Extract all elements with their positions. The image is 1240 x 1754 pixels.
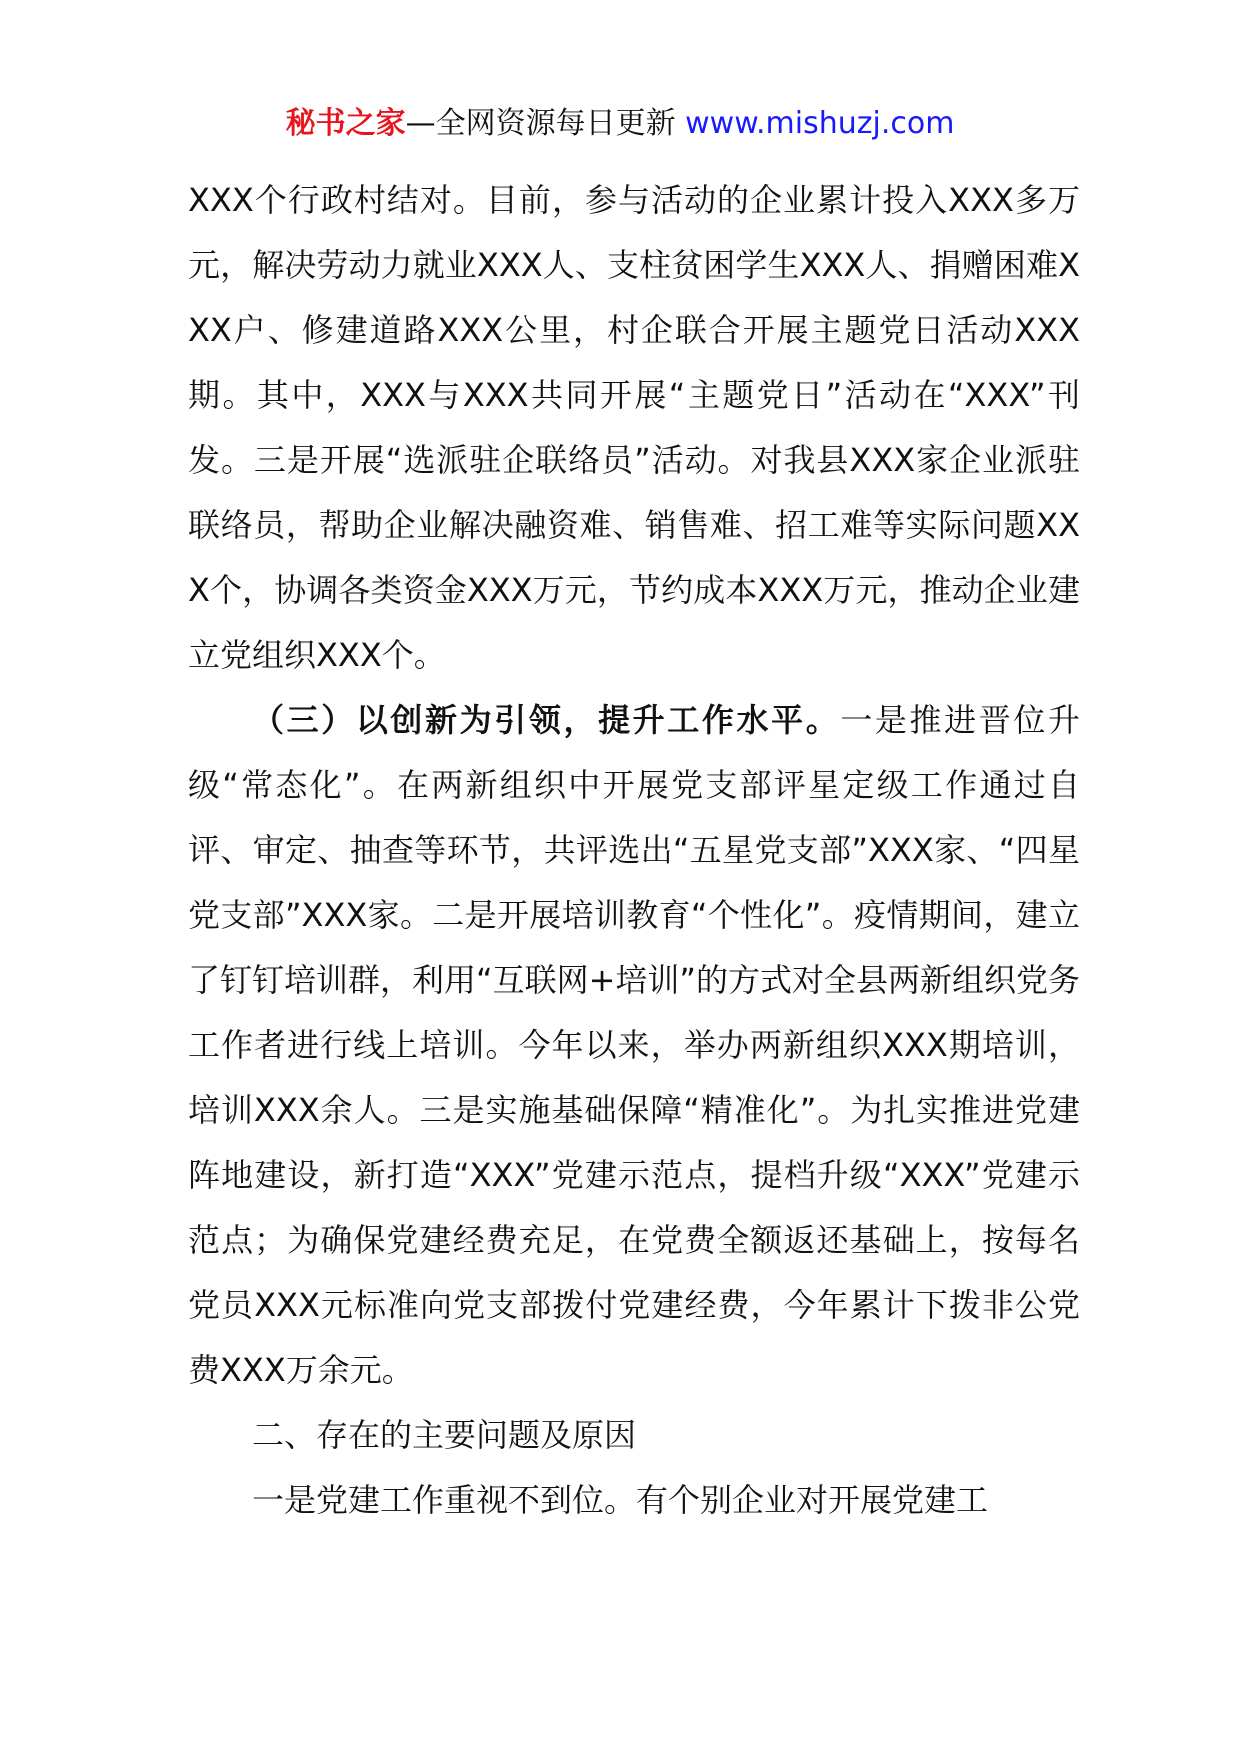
site-header: [0, 104, 1240, 144]
header-slogan: —全网资源每日更新: [405, 106, 686, 141]
paragraph-section-three: [188, 688, 1080, 1403]
paragraph-text: 一是推进晋位升级“常态化”。在两新组织中开展党支部评星定级工作通过自评、审定、抽查等环节，共评选出“五星党支部”XXX家、“四星党支部”XXX家。二是开展培训教育“个性化”。疫情期间，建立了钉钉培训群，利用“互联网+培训”的方式对全县两新组织党务工作者进行线上培训。今年以来，举办两新组织XXX期培训，培训XXX余人。三是实施基础保障“精准化”。为扎实推进党建阵地建设，新打造“XXX”党建示范点，提档升级“XXX”党建示范点；为确保党建经费充足，在党费全额返还基础上，按每名党员XXX元标准向党支部拨付党建经费，今年累计下拨非公党费XXX万余元。: [188, 701, 1080, 1389]
paragraph-problem-one: [188, 1468, 1080, 1533]
document-body: [188, 168, 1080, 1533]
section-title: 二、存在的主要问题及原因: [252, 1416, 637, 1454]
brand-name: 秘书之家: [285, 106, 406, 141]
section-title-problems: [188, 1403, 1080, 1468]
paragraph-text: 一是党建工作重视不到位。有个别企业对开展党建工: [252, 1481, 989, 1519]
section-heading: （三）以创新为引领，提升工作水平。: [252, 701, 841, 739]
paragraph-continued: [188, 168, 1080, 688]
paragraph-text: XXX个行政村结对。目前，参与活动的企业累计投入XXX多万元，解决劳动力就业XXX人、支柱贫困学生XXX人、捐赠困难XXX户、修建道路XXX公里，村企联合开展主题党日活动XXX期。其中，XXX与XXX共同开展“主题党日”活动在“XXX”刊发。三是开展“选派驻企联络员”活动。对我县XXX家企业派驻联络员，帮助企业解决融资难、销售难、招工难等实际问题XXX个，协调各类资金XXX万元，节约成本XXX万元，推动企业建立党组织XXX个。: [188, 181, 1080, 674]
website-url[interactable]: www.mishuzj.com: [685, 106, 955, 141]
